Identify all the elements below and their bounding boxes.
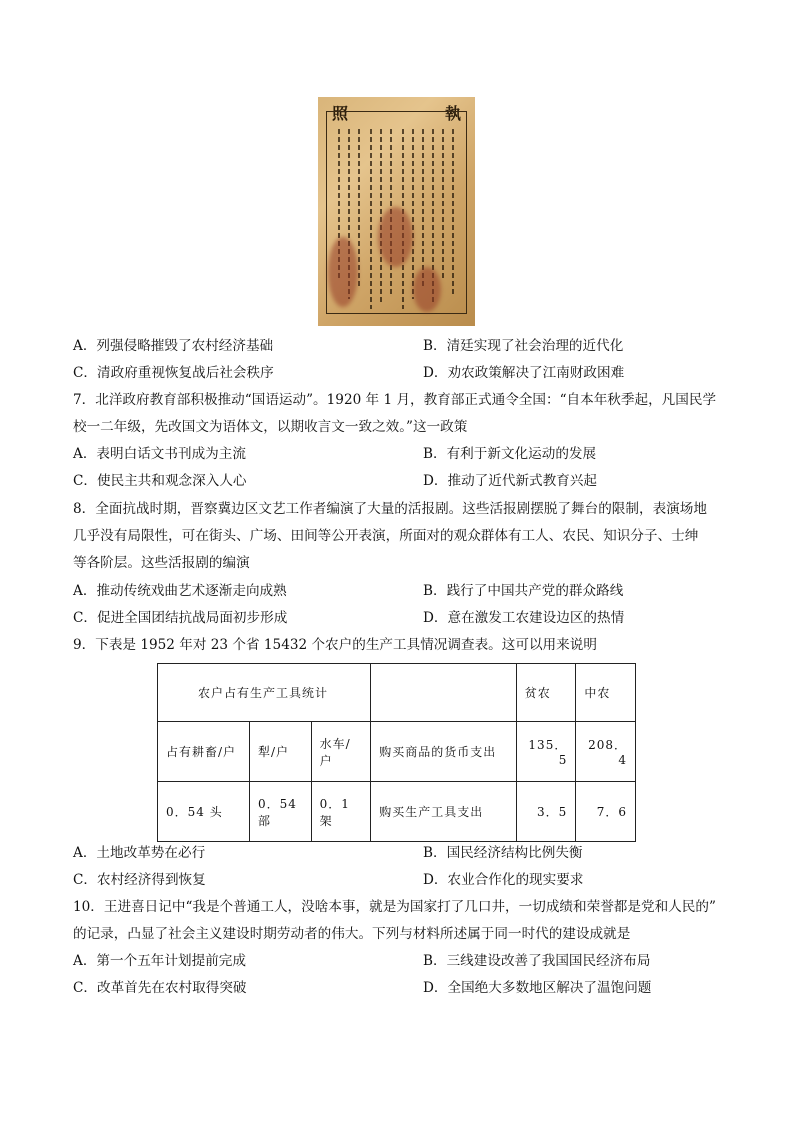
q9-option-d[interactable]: D．农业合作化的现实要求 xyxy=(423,872,584,888)
table-row1-middle: 208．4 xyxy=(576,722,636,782)
text-column xyxy=(442,129,444,279)
text-column xyxy=(452,129,454,294)
table-val-waterwheel: 0．1 架 xyxy=(311,782,371,842)
table-row1-label: 购买商品的货币支出 xyxy=(371,722,517,782)
q8-option-d[interactable]: D．意在激发工农建设边区的热情 xyxy=(423,610,625,626)
q10-option-a[interactable]: A．第一个五年计划提前完成 xyxy=(73,953,246,969)
q6-option-d[interactable]: D．劝农政策解决了江南财政困难 xyxy=(423,365,625,381)
stain xyxy=(413,267,441,312)
table-col-plough: 犁/户 xyxy=(249,722,311,782)
q9-option-b[interactable]: B．国民经济结构比例失衡 xyxy=(423,845,583,861)
document-title-right: 執 xyxy=(444,103,461,123)
q8-option-c[interactable]: C．促进全国团结抗战局面初步形成 xyxy=(73,610,288,626)
table-header-poor: 贫农 xyxy=(516,664,576,722)
q7-stem-line1: 7．北洋政府教育部积极推动“国语运动”。1920 年 1 月，教育部正式通令全国：“自本年秋季起，凡国民学 xyxy=(73,392,717,408)
table-header-blank xyxy=(371,664,517,722)
table-header-middle: 中农 xyxy=(576,664,636,722)
text-column xyxy=(422,129,424,289)
q9-option-a[interactable]: A．土地改革势在必行 xyxy=(73,845,206,861)
table-col-waterwheel: 水车/户 xyxy=(311,722,371,782)
q6-option-b[interactable]: B．清廷实现了社会治理的近代化 xyxy=(423,338,624,354)
table-row1-poor: 135．5 xyxy=(516,722,576,782)
table-row2-poor: 3．5 xyxy=(516,782,576,842)
q10-stem-line2: 的记录，凸显了社会主义建设时期劳动者的伟大。下列与材料所述属于同一时代的建设成就是 xyxy=(73,926,631,942)
q7-option-b[interactable]: B．有利于新文化运动的发展 xyxy=(423,446,597,462)
q8-stem-line3: 等各阶层。这些活报剧的编演 xyxy=(73,555,250,571)
table-row2-middle: 7．6 xyxy=(576,782,636,842)
q8-stem-line1: 8．全面抗战时期，晋察冀边区文艺工作者编演了大量的活报剧。这些活报剧摆脱了舞台的限制，表演场地 xyxy=(73,501,707,517)
text-column xyxy=(370,129,372,309)
stain xyxy=(378,207,413,267)
historical-document-image xyxy=(318,97,475,326)
q10-option-c[interactable]: C．改革首先在农村取得突破 xyxy=(73,980,247,996)
q10-stem-line1: 10．王进喜日记中“我是个普通工人，没啥本事，就是为国家打了几口井，一切成绩和荣誉都是党和人民的” xyxy=(73,899,716,915)
text-column xyxy=(358,129,360,289)
q6-option-a[interactable]: A．列强侵略摧毁了农村经济基础 xyxy=(73,338,274,354)
document-title-left: 照 xyxy=(332,103,349,123)
table-header-title: 农户占有生产工具统计 xyxy=(158,664,371,722)
q7-stem-line2: 校一二年级，先改国文为语体文，以期收言文一致之效。”这一政策 xyxy=(73,419,468,435)
q6-option-c[interactable]: C．清政府重视恢复战后社会秩序 xyxy=(73,365,274,381)
q8-stem-line2: 几乎没有局限性，可在街头、广场、田间等公开表演，所面对的观众群体有工人、农民、知识分子、士绅 xyxy=(73,528,699,544)
q9-option-c[interactable]: C．农村经济得到恢复 xyxy=(73,872,206,888)
q7-option-c[interactable]: C．使民主共和观念深入人心 xyxy=(73,473,247,489)
q10-option-b[interactable]: B．三线建设改善了我国国民经济布局 xyxy=(423,953,651,969)
q8-option-a[interactable]: A．推动传统戏曲艺术逐渐走向成熟 xyxy=(73,583,287,599)
text-column xyxy=(412,129,414,299)
q7-option-a[interactable]: A．表明白话文书刊成为主流 xyxy=(73,446,246,462)
table-row2-label: 购买生产工具支出 xyxy=(371,782,517,842)
table-val-plough: 0．54 部 xyxy=(249,782,311,842)
q10-option-d[interactable]: D．全国绝大多数地区解决了温饱问题 xyxy=(423,980,652,996)
stain xyxy=(328,237,358,307)
table-col-cattle: 占有耕畜/户 xyxy=(158,722,250,782)
farm-tools-table xyxy=(157,663,636,842)
q8-option-b[interactable]: B．践行了中国共产党的群众路线 xyxy=(423,583,624,599)
table-val-cattle: 0．54 头 xyxy=(158,782,250,842)
q9-stem-line1: 9．下表是 1952 年对 23 个省 15432 个农户的生产工具情况调查表。这可以用来说明 xyxy=(73,637,597,653)
q7-option-d[interactable]: D．推动了近代新式教育兴起 xyxy=(423,473,598,489)
